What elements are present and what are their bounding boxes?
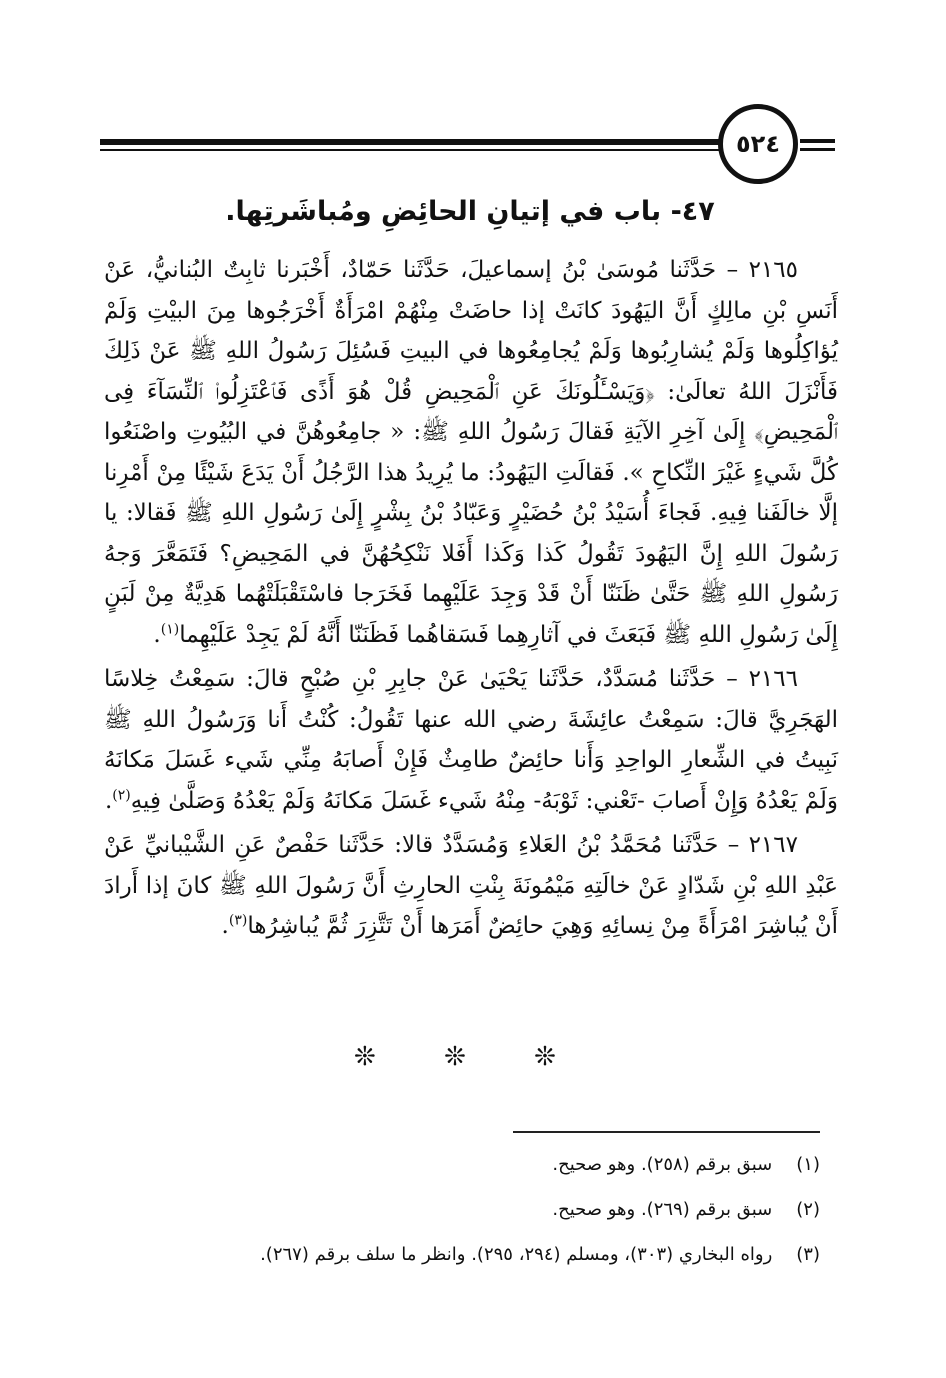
header-rule-thin [100, 149, 720, 151]
footnote-marker[interactable]: (٢) [112, 786, 131, 803]
header-rule-right-bottom [800, 148, 835, 151]
footnote-marker[interactable]: (١) [160, 620, 180, 637]
chapter-title: ٤٧- باب في إتيانِ الحائِضِ ومُباشَرتِها. [225, 196, 715, 227]
footnote-text: رواه البخاري (٣٠٣)، ومسلم (٢٩٤، ٢٩٥). وانظر ما سلف برقم (٢٦٧). [260, 1244, 773, 1265]
footnote-marker[interactable]: (٣) [228, 912, 248, 929]
page-number: ٥٢٤ [736, 130, 780, 158]
hadith-paragraph: ٢١٦٥ – حَدَّثَنا مُوسَىٰ بْنُ إسماعيلَ، حَدَّثَنا حَمّادٌ، أَخْبَرنا ثابِتٌ البُنانيُّ، عَنْ أَنَسِ بْنِ مالِكٍ أَنَّ اليَهُودَ كانَتْ إذا حاضَتْ مِنْهُمْ امْرَأَةٌ أَخْرَجُوها مِنَ البيْتِ وَلَمْ يُؤاكِلُوها وَلَمْ يُشارِبُوها وَلَمْ يُجامِعُوها في البيتِ فَسُئِلَ رَسُولُ اللهِ ﷺ عَنْ ذَلِكَ فَأَنْزَلَ اللهُ تعالَىٰ: ﴿وَيَسْـَٔلُونَكَ عَنِ ٱلْمَحِيضِ قُلْ هُوَ أَذًى فَٱعْتَزِلُوا۟ ٱلنِّسَآءَ فِى ٱلْمَحِيضِ﴾ إِلَىٰ آخِرِ الآيَةِ فَقالَ رَسُولُ اللهِ ﷺ: « جامِعُوهُنَّ في البُيُوتِ واصْنَعُوا كُلَّ شَيءٍ غَيْرَ النِّكاحِ ». فَقالَتِ اليَهُودُ: ما يُرِيدُ هذا الرَّجُلُ أَنْ يَدَعَ شَيْئًا مِنْ أَمْرِنا إلَّا خالَفَنا فِيهِ. فَجاءَ أُسَيْدُ بْنُ حُضَيْرٍ وَعَبّادُ بْنُ بِشْرٍ إِلَىٰ رَسُولِ اللهِ ﷺ فَقالا: يا رَسُولَ اللهِ إِنَّ اليَهُودَ تَقُولُ كَذا وَكَذا أَفَلا نَنْكِحُهُنَّ في المَحِيضِ؟ فَتَمَعَّرَ وَجهُ رَسُولِ اللهِ ﷺ حَتَّىٰ ظَنَنّا أَنْ قَدْ وَجِدَ عَلَيْهِما فَخَرَجا فاسْتَقْبَلَتْهُما هَدِيَّةٌ مِنْ لَبَنٍ إِلَىٰ رَسُولِ اللهِ ﷺ فَبَعَثَ في آثارِهِما فَسَقاهُما فَظَنَنّا أَنَّهُ لَمْ يَجِدْ عَلَيْهِما$^{(١)}$. [104, 257, 838, 648]
footnote-number: (٢) [796, 1199, 820, 1220]
footnotes [100, 1142, 820, 1277]
header-rule-thick [100, 139, 720, 145]
hadith-body: – حَدَّثَنا مُحَمَّدُ بْنُ العَلاءِ وَمُسَدَّدٌ قالا: حَدَّثَنا حَفْصٌ عَنِ الشَّيْبانيِّ عَنْ عَبْدِ اللهِ بْنِ شَدّادٍ عَنْ خالَتِهِ مَيْمُونَةَ بِنْتِ الحارِثِ أَنَّ رَسُولَ اللهِ ﷺ كانَ إذا أَرادَ أَنْ يُباشِرَ امْرَأَةً مِنْ نِسائِهِ وَهِيَ حائِضٌ أَمَرَها أَنْ تَتَّزِرَ ثُمَّ يُباشِرُها [104, 832, 838, 939]
footnote-number: (١) [796, 1154, 820, 1175]
footnote-item [100, 1142, 820, 1187]
hadith-body: – حَدَّثَنا مُوسَىٰ بْنُ إسماعيلَ، حَدَّثَنا حَمّادٌ، أَخْبَرنا ثابِتٌ البُنانيُّ، عَنْ أَنَسِ بْنِ مالِكٍ أَنَّ اليَهُودَ كانَتْ إذا حاضَتْ مِنْهُمْ امْرَأَةٌ أَخْرَجُوها مِنَ البيْتِ وَلَمْ يُؤاكِلُوها وَلَمْ يُشارِبُوها وَلَمْ يُجامِعُوها في البيتِ فَسُئِلَ رَسُولُ اللهِ ﷺ عَنْ ذَلِكَ فَأَنْزَلَ اللهُ تعالَىٰ: ﴿وَيَسْـَٔلُونَكَ عَنِ ٱلْمَحِيضِ قُلْ هُوَ أَذًى فَٱعْتَزِلُوا۟ ٱلنِّسَآءَ فِى ٱلْمَحِيضِ﴾ إِلَىٰ آخِرِ الآيَةِ فَقالَ رَسُولُ اللهِ ﷺ: « جامِعُوهُنَّ في البُيُوتِ واصْنَعُوا كُلَّ شَيءٍ غَيْرَ النِّكاحِ ». فَقالَتِ اليَهُودُ: ما يُرِيدُ هذا الرَّجُلُ أَنْ يَدَعَ شَيْئًا مِنْ أَمْرِنا إلَّا خالَفَنا فِيهِ. فَجاءَ أُسَيْدُ بْنُ حُضَيْرٍ وَعَبّادُ بْنُ بِشْرٍ إِلَىٰ رَسُولِ اللهِ ﷺ فَقالا: يا رَسُولَ اللهِ إِنَّ اليَهُودَ تَقُولُ كَذا وَكَذا أَفَلا نَنْكِحُهُنَّ في المَحِيضِ؟ فَتَمَعَّرَ وَجهُ رَسُولِ اللهِ ﷺ حَتَّىٰ ظَنَنّا أَنْ قَدْ وَجِدَ عَلَيْهِما فَخَرَجا فاسْتَقْبَلَتْهُما هَدِيَّةٌ مِنْ لَبَنٍ إِلَىٰ رَسُولِ اللهِ ﷺ فَبَعَثَ في آثارِهِما فَسَقاهُما فَظَنَنّا أَنَّهُ لَمْ يَجِدْ عَلَيْهِما [104, 257, 838, 648]
hadith-text [104, 250, 838, 951]
hadith-number: ٢١٦٧ [748, 832, 798, 858]
footnote-item [100, 1232, 820, 1277]
footnote-divider [513, 1131, 820, 1133]
page-header [100, 104, 835, 194]
footnote-text: سبق برقم (٢٦٩). وهو صحيح. [552, 1199, 773, 1220]
footnote-number: (٣) [796, 1244, 820, 1265]
page-number-badge [718, 104, 798, 184]
hadith-paragraph: ٢١٦٦ – حَدَّثَنا مُسَدَّدٌ، حَدَّثَنا يَحْيَىٰ عَنْ جابِرِ بْنِ صُبْحٍ قالَ: سَمِعْتُ خِلاسًا الهَجَرِيَّ قالَ: سَمِعْتُ عائِشَةَ رضي الله عنها تَقُولُ: كُنْتُ أَنا وَرَسُولُ اللهِ ﷺ نَبِيتُ في الشِّعارِ الواحِدِ وَأَنا حائِضٌ طامِثٌ فَإِنْ أَصابَهُ مِنِّي شَيء غَسَلَ مَكانَهُ وَلَمْ يَعْدُهُ وَإِنْ أَصابَ -تَعْني: ثَوْبَهُ- مِنْهُ شَيء غَسَلَ مَكانَهُ وَلَمْ يَعْدُهُ وَصَلَّىٰ فِيهِ$^{(٢)}$. [104, 666, 838, 814]
hadith-number: ٢١٦٥ [748, 257, 799, 283]
hadith-body: – حَدَّثَنا مُسَدَّدٌ، حَدَّثَنا يَحْيَىٰ عَنْ جابِرِ بْنِ صُبْحٍ قالَ: سَمِعْتُ خِلاسًا الهَجَرِيَّ قالَ: سَمِعْتُ عائِشَةَ رضي الله عنها تَقُولُ: كُنْتُ أَنا وَرَسُولُ اللهِ ﷺ نَبِيتُ في الشِّعارِ الواحِدِ وَأَنا حائِضٌ طامِثٌ فَإِنْ أَصابَهُ مِنِّي شَيء غَسَلَ مَكانَهُ وَلَمْ يَعْدُهُ وَإِنْ أَصابَ -تَعْني: ثَوْبَهُ- مِنْهُ شَيء غَسَلَ مَكانَهُ وَلَمْ يَعْدُهُ وَصَلَّىٰ فِيهِ [104, 666, 838, 814]
footnote-item [100, 1187, 820, 1232]
footnote-text: سبق برقم (٢٥٨). وهو صحيح. [552, 1154, 773, 1175]
hadith-number: ٢١٦٦ [748, 666, 798, 692]
hadith-paragraph: ٢١٦٧ – حَدَّثَنا مُحَمَّدُ بْنُ العَلاءِ وَمُسَدَّدٌ قالا: حَدَّثَنا حَفْصٌ عَنِ الشَّيْبانيِّ عَنْ عَبْدِ اللهِ بْنِ شَدّادٍ عَنْ خالَتِهِ مَيْمُونَةَ بِنْتِ الحارِثِ أَنَّ رَسُولَ اللهِ ﷺ كانَ إذا أَرادَ أَنْ يُباشِرَ امْرَأَةً مِنْ نِسائِهِ وَهِيَ حائِضٌ أَمَرَها أَنْ تَتَّزِرَ ثُمَّ يُباشِرُها$^{(٣)}$. [104, 832, 838, 939]
header-rule-right-top [800, 139, 835, 143]
section-separator: ❊ ❊ ❊ [354, 1042, 586, 1072]
